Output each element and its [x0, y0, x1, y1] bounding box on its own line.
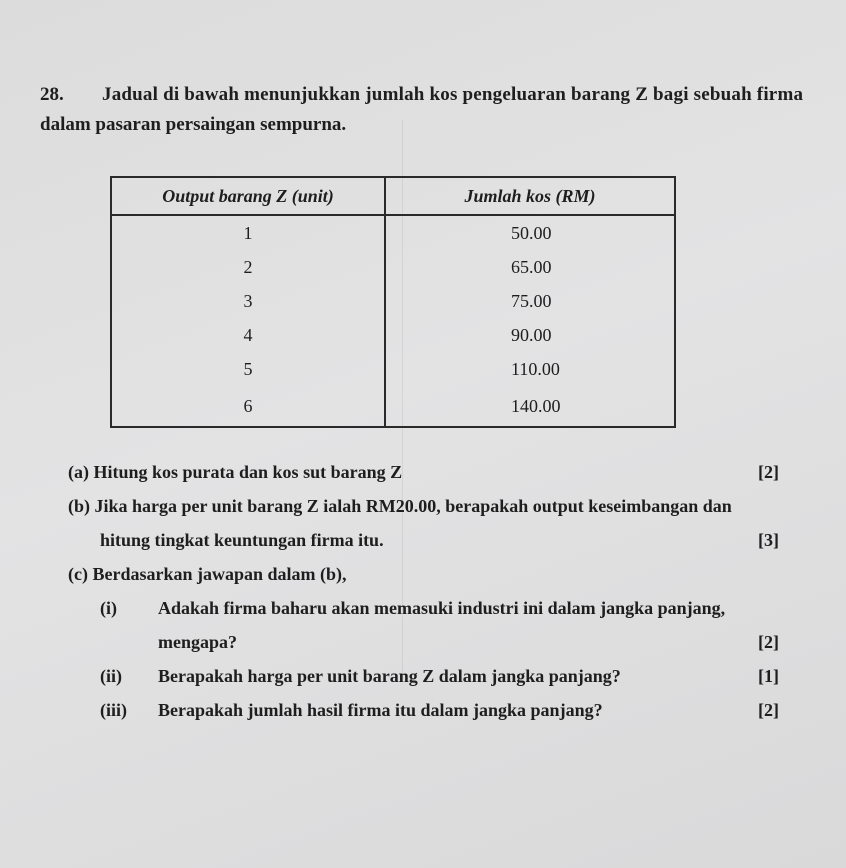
cost-cell: 110.00	[385, 352, 675, 386]
output-cell: 6	[111, 386, 385, 427]
output-cell: 2	[111, 250, 385, 284]
part-c-i-label: (i)	[100, 598, 117, 618]
cost-table	[110, 176, 676, 428]
question-intro-line-2: dalam pasaran persaingan sempurna.	[40, 114, 347, 135]
table-row	[111, 386, 675, 427]
part-c-ii-text: Berapakah harga per unit barang Z dalam jangka panjang?	[158, 666, 621, 686]
cost-cell: 50.00	[385, 215, 675, 250]
question-intro-line-1: Jadual di bawah menunjukkan jumlah kos pengeluaran barang Z bagi sebuah firma	[102, 84, 804, 105]
output-cell: 4	[111, 318, 385, 352]
part-c-ii-label: (ii)	[100, 666, 122, 686]
table-row	[111, 352, 675, 386]
cost-cell: 65.00	[385, 250, 675, 284]
part-c-i-line-1: Adakah firma baharu akan memasuki industri ini dalam jangka panjang,	[158, 598, 726, 618]
table-row	[111, 318, 675, 352]
table-row	[111, 215, 675, 250]
part-a-text: (a) Hitung kos purata dan kos sut barang Z	[68, 462, 403, 482]
part-c-iii-mark: [2]	[758, 700, 779, 720]
table-header-row	[111, 177, 675, 215]
part-b-line-2: hitung tingkat keuntungan firma itu.	[100, 530, 384, 550]
header-total-cost: Jumlah kos (RM)	[385, 177, 675, 215]
cost-cell: 90.00	[385, 318, 675, 352]
part-c-i-line-2: mengapa?	[158, 632, 238, 652]
table-row	[111, 284, 675, 318]
output-cell: 1	[111, 215, 385, 250]
header-output: Output barang Z (unit)	[111, 177, 385, 215]
cost-cell: 75.00	[385, 284, 675, 318]
table-row	[111, 250, 675, 284]
part-a-mark: [2]	[758, 462, 779, 482]
part-c-iii-label: (iii)	[100, 700, 127, 720]
question-number: 28.	[40, 84, 64, 105]
output-cell: 5	[111, 352, 385, 386]
cost-cell: 140.00	[385, 386, 675, 427]
part-c-text: (c) Berdasarkan jawapan dalam (b),	[68, 564, 347, 584]
part-b-mark: [3]	[758, 530, 779, 550]
part-c-i-mark: [2]	[758, 632, 779, 652]
part-b-line-1: (b) Jika harga per unit barang Z ialah RM20.00, berapakah output keseimbangan dan	[68, 496, 732, 516]
output-cell: 3	[111, 284, 385, 318]
part-c-ii-mark: [1]	[758, 666, 779, 686]
part-c-iii-text: Berapakah jumlah hasil firma itu dalam jangka panjang?	[158, 700, 603, 720]
